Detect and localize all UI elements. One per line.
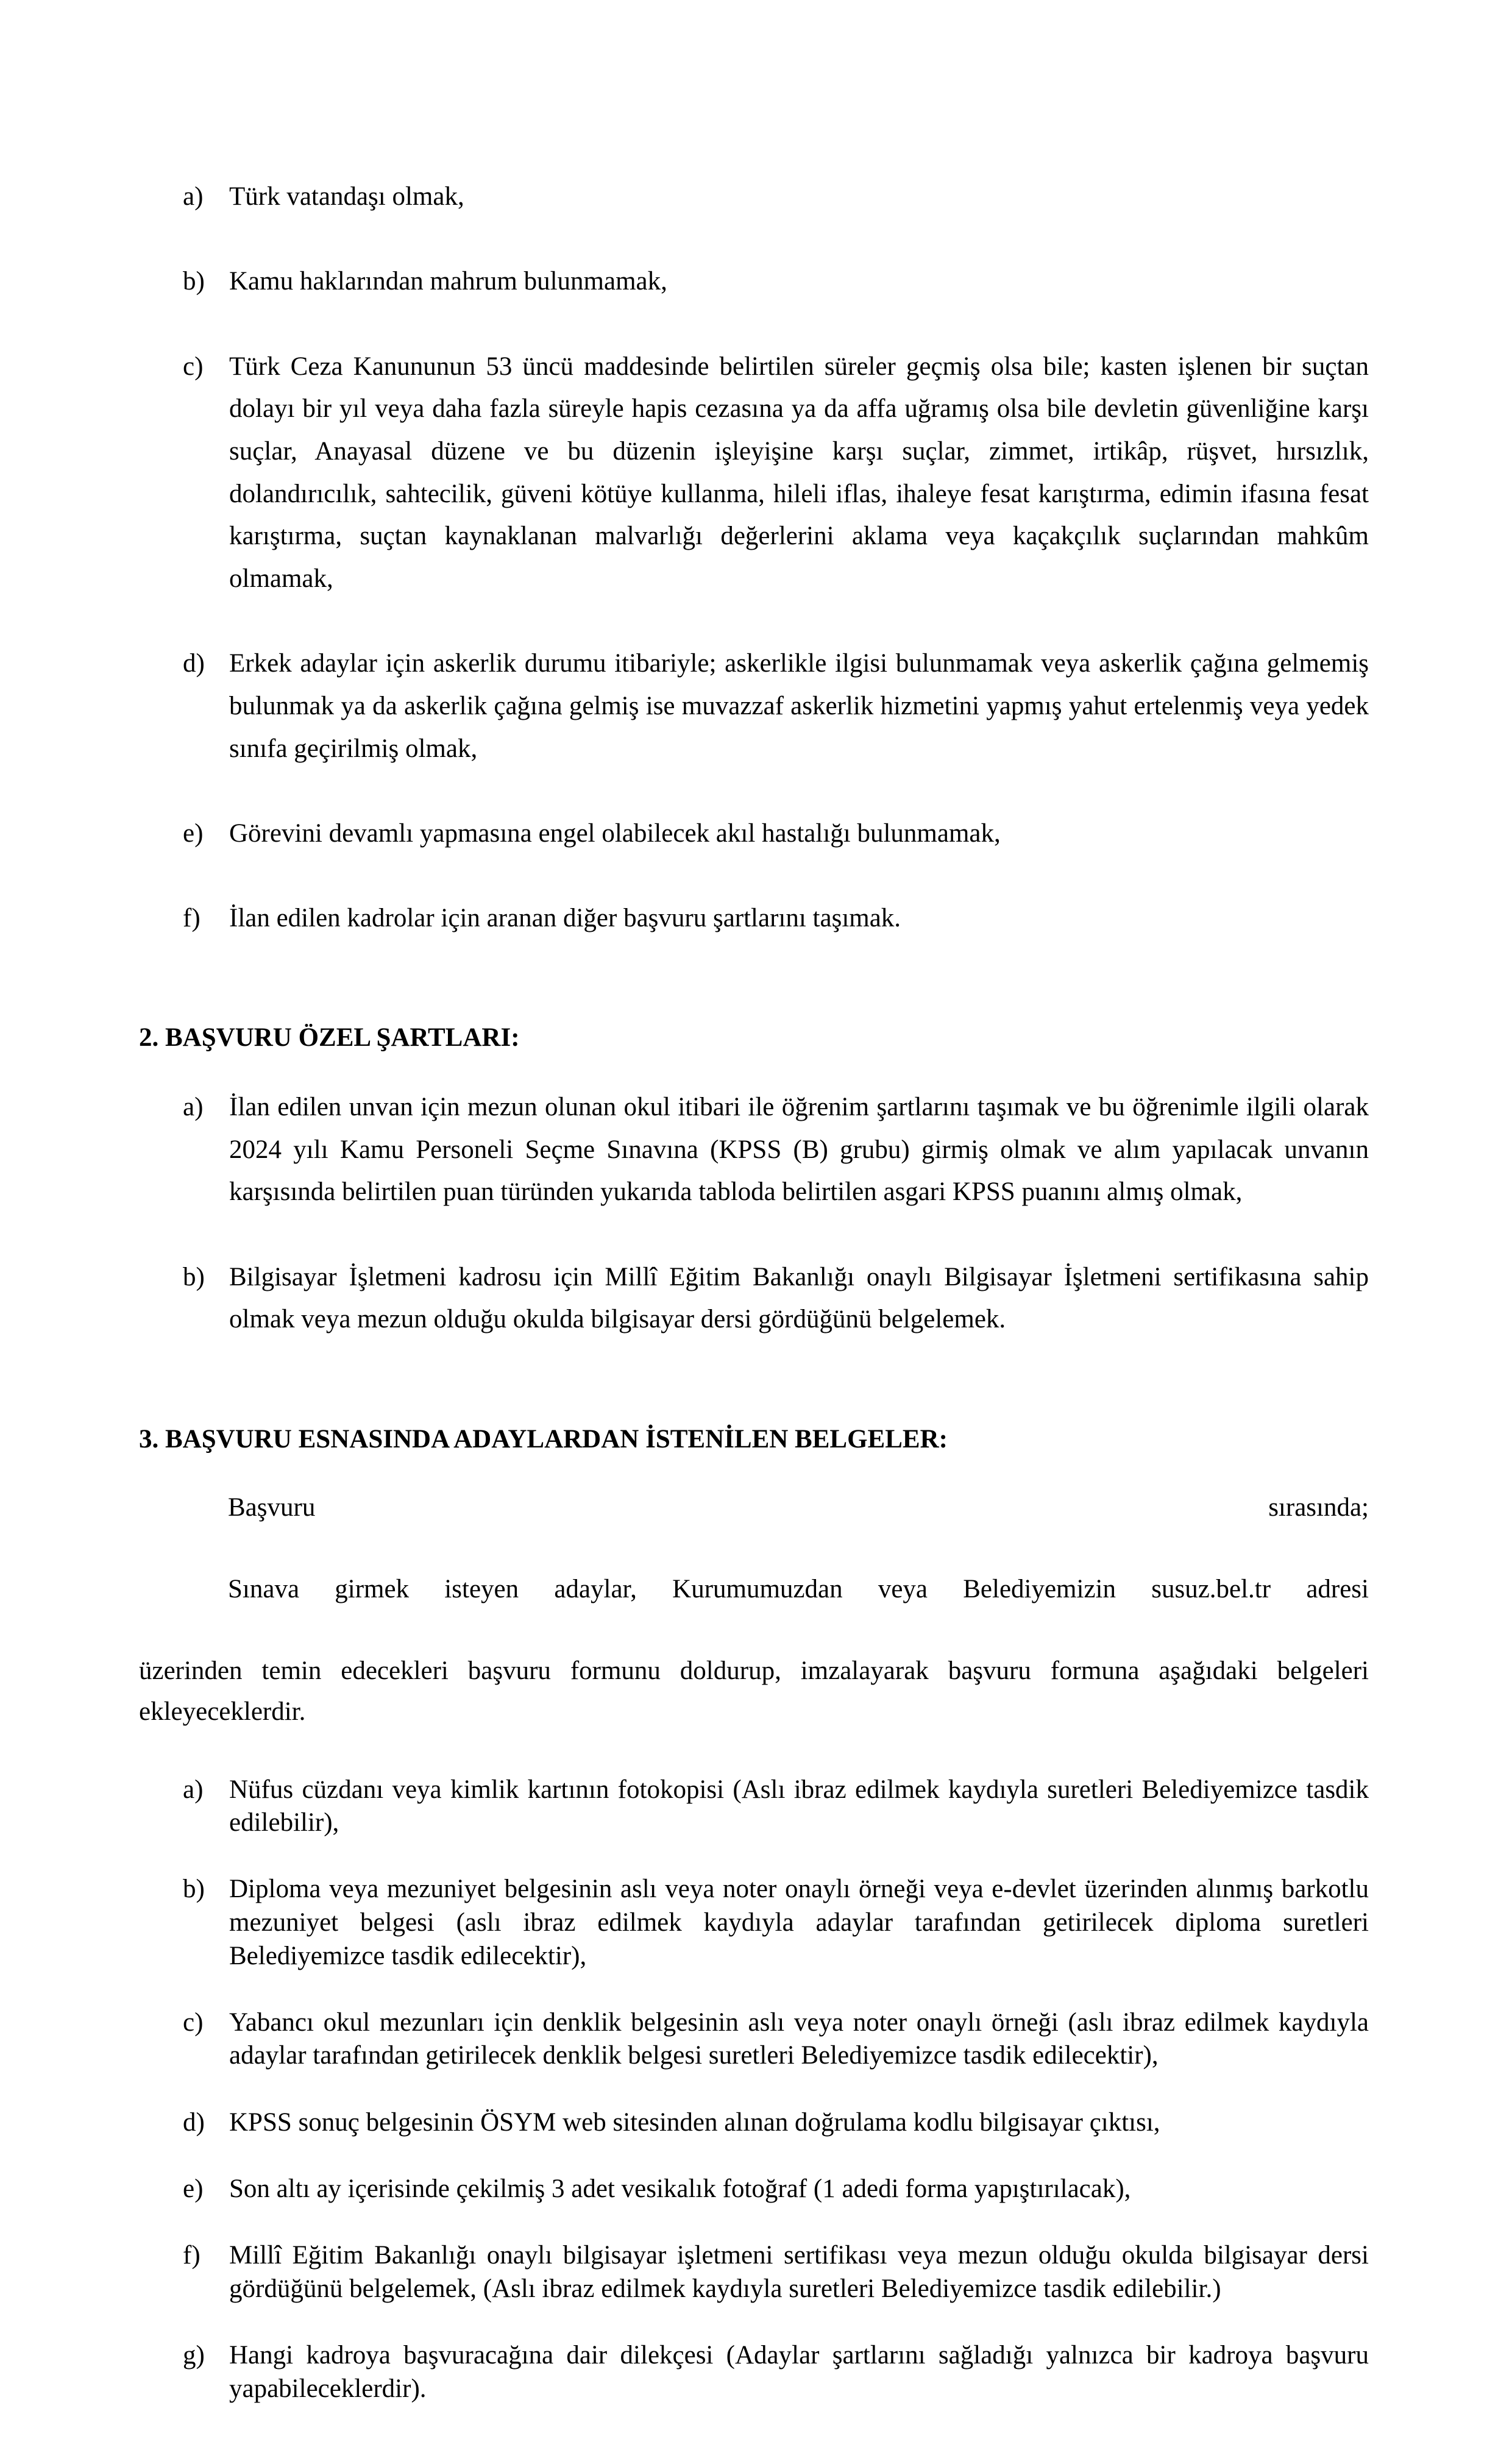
list-marker: d) [183, 649, 205, 678]
spacer [139, 1459, 1369, 1487]
list-item [139, 642, 1369, 812]
list-item-text: Erkek adaylar için askerlik durumu itibariyle; askerlikle ilgisi bulunmamak veya askerlik çağına gelmemiş bulunmak ya da askerlik çağına gelmiş ise muvazzaf askerlik hizmetini yapmış yahut ertelenmiş veya yedek sınıfa geçirilmiş olmak, [229, 649, 1369, 763]
list-item [139, 176, 1369, 260]
list-marker: b) [183, 267, 205, 296]
list-item [139, 260, 1369, 345]
list-marker: c) [183, 2008, 204, 2037]
list-marker: a) [183, 182, 204, 211]
list-item [139, 812, 1369, 897]
list-item-text: KPSS sonuç belgesinin ÖSYM web sitesinden alınan doğrulama kodlu bilgisayar çıktısı, [229, 2107, 1160, 2137]
section-3-intro-line: Başvuru sırasında; [228, 1493, 1369, 1522]
section-3-intro-paragraph-first: Sınava girmek isteyen adaylar, Kurumumuzdan veya Belediyemizin susuz.bel.tr adresi [228, 1575, 1369, 1604]
section-3-heading: 3. BAŞVURU ESNASINDA ADAYLARDAN İSTENİLEN BELGELER: [139, 1424, 948, 1454]
list-item-text: Son altı ay içerisinde çekilmiş 3 adet vesikalık fotoğraf (1 adedi forma yapıştırılacak), [229, 2174, 1131, 2203]
list-item [139, 1873, 1369, 2006]
section-3-intro-paragraph-rest: üzerinden temin edecekleri başvuru formunu doldurup, imzalayarak başvuru formuna aşağıdaki belgeleri ekleyeceklerdir. [139, 1656, 1369, 1727]
list-item [139, 2339, 1369, 2439]
list-item [139, 2006, 1369, 2106]
required-documents-list [139, 1773, 1369, 2439]
list-item-text: Hangi kadroya başvuracağına dair dilekçesi (Adaylar şartlarını sağladığı yalnızca bir kadroya başvuru yapabileceklerdir). [229, 2340, 1369, 2403]
list-item [139, 1773, 1369, 1873]
spacer [139, 982, 1369, 1018]
list-marker: c) [183, 352, 204, 381]
list-item [139, 1256, 1369, 1383]
list-item-text: Kamu haklarından mahrum bulunmamak, [229, 267, 667, 296]
list-item-text: Türk Ceza Kanununun 53 üncü maddesinde belirtilen süreler geçmiş olsa bile; kasten işlenen bir suçtan dolayı bir yıl veya daha fazla süreyle hapis cezasına ya da affa uğramış olsa bile devletin güvenliğine karşı suçlar, Anayasal düzene ve bu düzenin işleyişine karşı suçlar, zimmet, irtikâp, rüşvet, hırsızlık, dolandırıcılık, sahtecilik, güveni kötüye kullanma, hileli iflas, ihaleye fesat karıştırma, edimin ifasına fesat karıştırma, suçtan kaynaklanan malvarlığı değerlerini aklama veya kaçakçılık suçlarından mahkûm olmamak, [229, 352, 1369, 593]
list-marker: b) [183, 1262, 205, 1291]
list-marker: g) [183, 2340, 205, 2370]
list-item-text: Millî Eğitim Bakanlığı onaylı bilgisayar işletmeni sertifikası veya mezun olduğu okulda bilgisayar dersi gördüğünü belgelemek, (Aslı ibraz edilmek kaydıyla suretleri Belediyemizce tasdik edilebilir.) [229, 2241, 1369, 2303]
list-item-text: İlan edilen kadrolar için aranan diğer başvuru şartlarını taşımak. [229, 904, 901, 933]
list-item [139, 2106, 1369, 2173]
list-item [139, 1086, 1369, 1256]
list-item [139, 897, 1369, 982]
document-content [139, 176, 1369, 2439]
special-conditions-list [139, 1086, 1369, 1383]
list-marker: d) [183, 2107, 205, 2137]
section-2-heading: 2. BAŞVURU ÖZEL ŞARTLARI: [139, 1023, 520, 1053]
list-marker: b) [183, 1875, 205, 1904]
list-marker: f) [183, 904, 201, 933]
list-marker: a) [183, 1775, 204, 1804]
list-item [139, 2173, 1369, 2239]
list-item-text: Diploma veya mezuniyet belgesinin aslı veya noter onaylı örneği veya e-devlet üzerinden alınmış barkotlu mezuniyet belgesi (aslı ibraz edilmek kaydıyla adaylar tarafından getirilecek diploma suretleri Belediyemizce tasdik edilecektir), [229, 1875, 1369, 1970]
list-item-text: İlan edilen unvan için mezun olunan okul itibari ile öğrenim şartlarını taşımak ve bu öğrenimle ilgili olarak 2024 yılı Kamu Personeli Seçme Sınavına (KPSS (B) grubu) girmiş olmak ve alım yapılacak unvanın karşısında belirtilen puan türünden yukarıda tabloda belirtilen asgari KPSS puanını almış olmak, [229, 1092, 1369, 1207]
list-item-text: Türk vatandaşı olmak, [229, 182, 464, 211]
list-item [139, 346, 1369, 643]
list-item-text: Görevini devamlı yapmasına engel olabilecek akıl hastalığı bulunmamak, [229, 818, 1001, 848]
list-item [139, 2239, 1369, 2339]
list-item-text: Yabancı okul mezunları için denklik belgesinin aslı veya noter onaylı örneği (aslı ibraz edilmek kaydıyla adaylar tarafından getirilecek denklik belgesi suretleri Belediyemizce tasdik edilecektir), [229, 2008, 1369, 2070]
spacer [139, 1383, 1369, 1420]
list-marker: e) [183, 2174, 204, 2203]
list-item-text: Nüfus cüzdanı veya kimlik kartının fotokopisi (Aslı ibraz edilmek kaydıyla suretleri Belediyemizce tasdik edilebilir), [229, 1775, 1369, 1837]
list-marker: a) [183, 1092, 204, 1121]
general-conditions-list [139, 176, 1369, 982]
list-marker: e) [183, 818, 204, 848]
spacer [139, 1058, 1369, 1086]
list-item-text: Bilgisayar İşletmeni kadrosu için Millî Eğitim Bakanlığı onaylı Bilgisayar İşletmeni sertifikasına sahip olmak veya mezun olduğu okulda bilgisayar dersi gördüğünü belgelemek. [229, 1262, 1369, 1334]
list-marker: f) [183, 2241, 201, 2270]
